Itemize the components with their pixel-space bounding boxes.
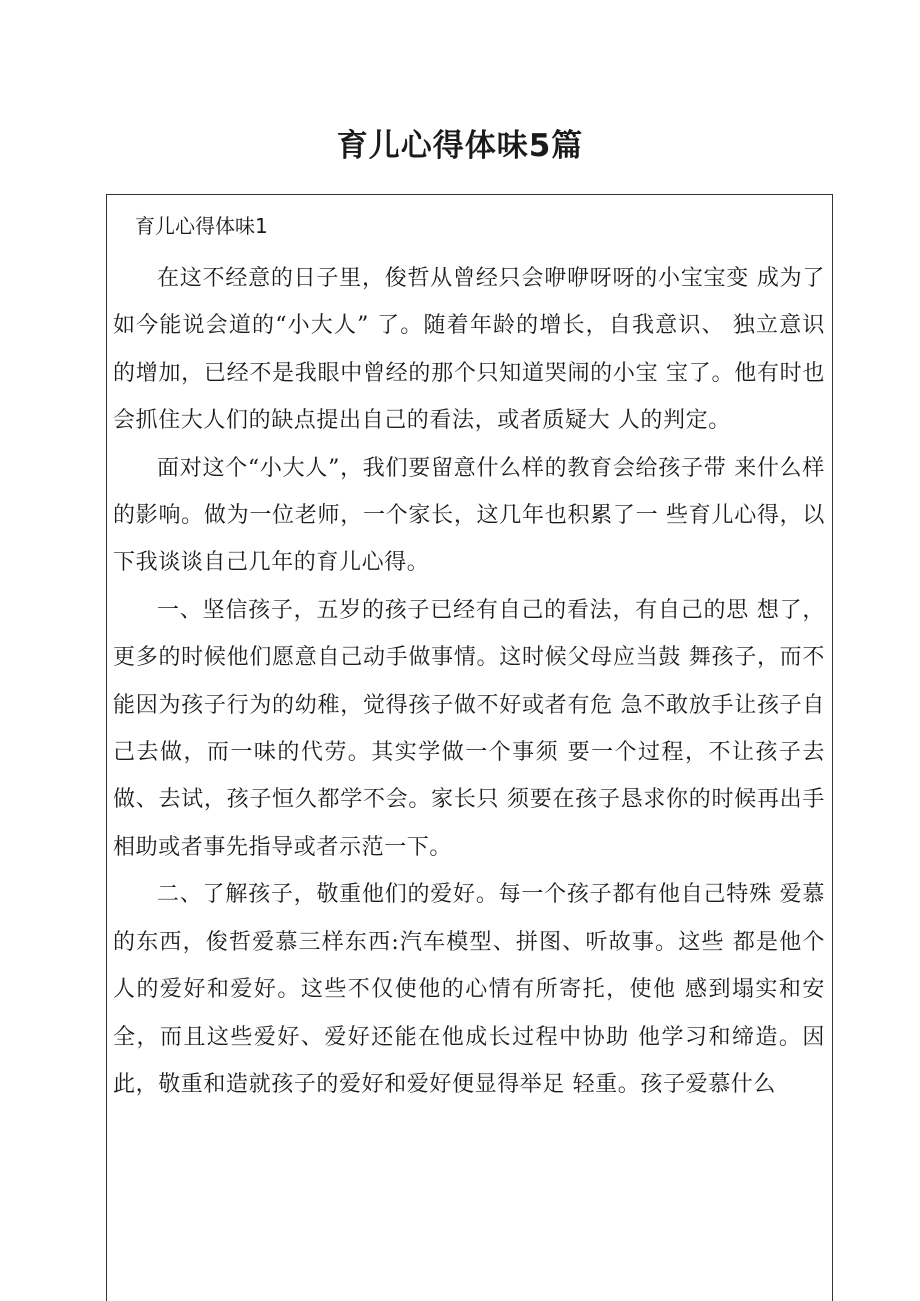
paragraph: 面对这个“小大人”，我们要留意什么样的教育会给孩子带 来什么样的影响。做为一位老师，一个家长，这几年也积累了一 些育儿心得，以下我谈谈自己几年的育儿心得。: [113, 455, 825, 576]
document-title: 育儿心得体味5篇: [336, 127, 584, 164]
paragraph: 二、了解孩子，敬重他们的爱好。每一个孩子都有他自己特殊 爱慕的东西，俊哲爱慕三样东西:汽车模型、拼图、听故事。这些 都是他个人的爱好和爱好。这些不仅使他的心情有所寄托，使他 感到塌实和安全，而且这些爱好、爱好还能在他成长过程中协助 他学习和缔造。因此，敬重和造就孩子的爱好和爱好便显得举足 轻重。孩子爱慕什么: [113, 882, 825, 1097]
paragraph: 在这不经意的日子里，俊哲从曾经只会咿咿呀呀的小宝宝变 成为了如今能说会道的“小大人” 了。随着年龄的增长，自我意识、 独立意识的增加，已经不是我眼中曾经的那个只知道哭闹的小宝 宝了。他有时也会抓住大人们的缺点提出自己的看法，或者质疑大 人的判定。: [113, 266, 825, 434]
paragraph: 一、坚信孩子，五岁的孩子已经有自己的看法，有自己的思 想了，更多的时候他们愿意自己动手做事情。这时候父母应当鼓 舞孩子，而不能因为孩子行为的幼稚，觉得孩子做不好或者有危 急不敢放手让孩子自己去做，而一味的代劳。其实学做一个事须 要一个过程，不让孩子去做、去试，孩子恒久都学不会。家长只 须要在孩子恳求你的时候再出手相助或者事先指导或者示范一下。: [113, 597, 825, 860]
content-box: [106, 194, 833, 1301]
section-heading: 育儿心得体味1: [135, 214, 268, 238]
body-text: [113, 255, 825, 1108]
